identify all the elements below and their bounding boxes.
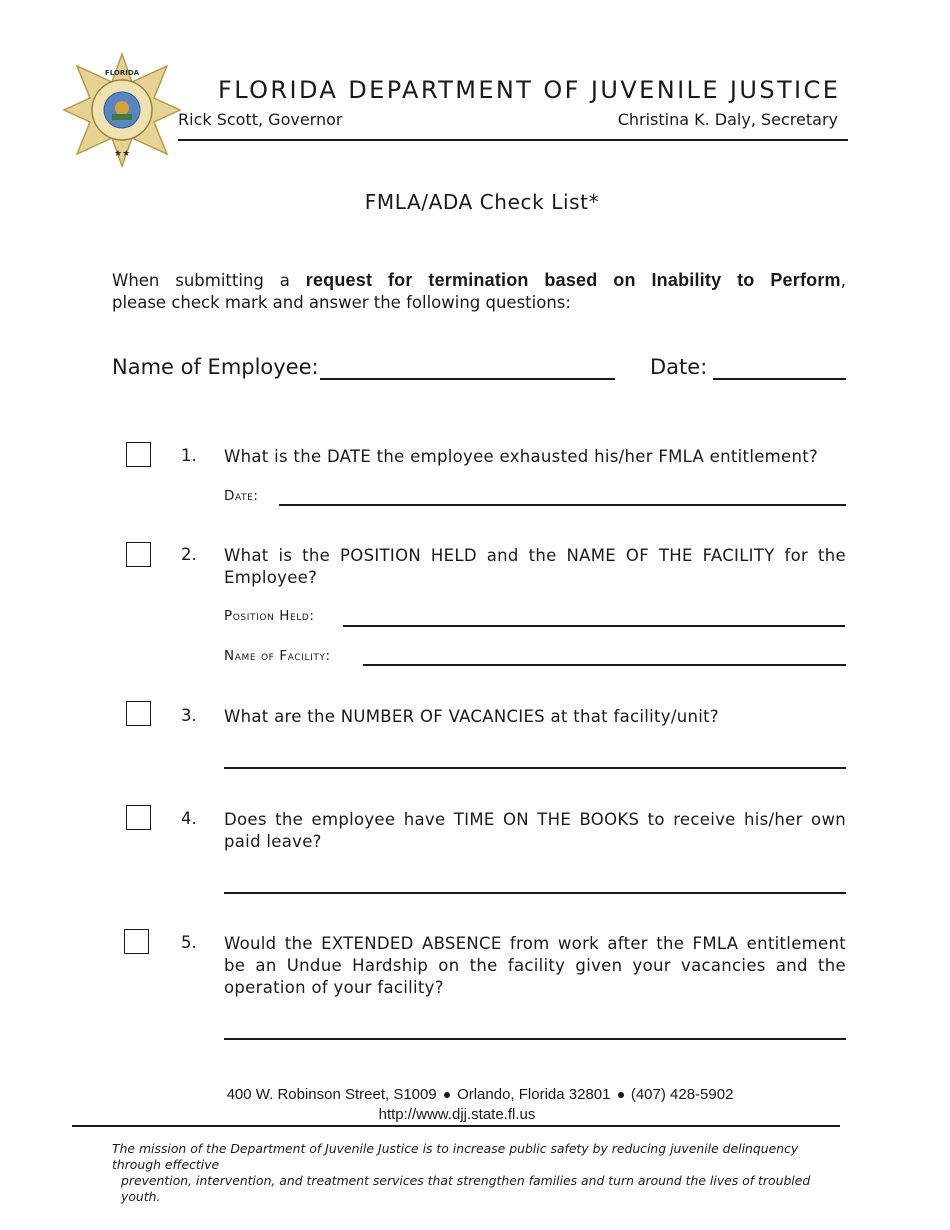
mission-line-1: The mission of the Department of Juvenile Justice is to increase public safety by reducing juvenile delinquency through effective — [112, 1141, 799, 1172]
question-5-number: 5. — [181, 933, 197, 952]
question-3-answer-field[interactable] — [224, 767, 846, 769]
governor-name: Rick Scott, Governor — [178, 110, 343, 129]
question-4-checkbox[interactable] — [126, 805, 151, 830]
question-4-number: 4. — [181, 809, 197, 828]
question-1-number: 1. — [181, 446, 197, 465]
question-5-text: Would the EXTENDED ABSENCE from work after the FMLA entitlement be an Undue Hardship on the facility given your vacancies and the operation of your facility? — [224, 934, 846, 997]
question-4-text: Does the employee have TIME ON THE BOOKS to receive his/her own paid leave? — [224, 810, 846, 851]
intro-post: , — [840, 271, 846, 290]
question-4-answer-field[interactable] — [224, 892, 846, 894]
svg-text:★★: ★★ — [114, 149, 131, 159]
question-5-answer-field[interactable] — [224, 1038, 846, 1040]
question-1-date-field[interactable] — [279, 504, 846, 506]
question-2-position-label: Position Held: — [224, 608, 315, 624]
department-title: FLORIDA DEPARTMENT OF JUVENILE JUSTICE — [218, 76, 841, 104]
question-1-date-label: Date: — [224, 488, 259, 504]
intro-pre: When submitting a — [112, 271, 306, 290]
question-3-text: What are the NUMBER OF VACANCIES at that facility/unit? — [224, 707, 719, 726]
intro-bold: request for termination based on Inability to Perform — [305, 270, 841, 290]
mission-line-2: prevention, intervention, and treatment services that strengthen families and turn around the lives of troubled youth. — [121, 1173, 811, 1204]
question-2-facility-label: Name of Facility: — [224, 648, 331, 664]
employee-name-field[interactable] — [320, 378, 615, 380]
question-1-text: What is the DATE the employee exhausted his/her FMLA entitlement? — [224, 447, 819, 466]
dept-seal-logo — [62, 52, 182, 168]
footer-url[interactable]: http://www.djj.state.fl.us — [378, 1106, 536, 1123]
intro-line2: please check mark and answer the following questions: — [112, 293, 571, 312]
question-2-text: What is the POSITION HELD and the NAME OF THE FACILITY for the Employee? — [224, 546, 846, 587]
question-2-facility-field[interactable] — [363, 664, 846, 666]
intro-paragraph — [112, 269, 846, 314]
document-title: FMLA/ADA Check List* — [364, 190, 600, 214]
footer-street: 400 W. Robinson Street, S1009 — [226, 1086, 437, 1103]
bullet-icon — [618, 1092, 624, 1098]
secretary-name: Christina K. Daly, Secretary — [617, 110, 838, 129]
svg-text:FLORIDA: FLORIDA — [104, 69, 140, 77]
date-label: Date: — [650, 355, 708, 379]
bullet-icon — [444, 1092, 450, 1098]
question-3-number: 3. — [181, 706, 197, 725]
footer-phone: (407) 428-5902 — [630, 1086, 734, 1103]
question-2-position-field[interactable] — [343, 625, 845, 627]
employee-name-label: Name of Employee: — [112, 355, 319, 379]
footer-city: Orlando, Florida 32801 — [457, 1086, 611, 1103]
header-divider — [178, 139, 848, 141]
question-2-checkbox[interactable] — [126, 542, 151, 567]
date-field[interactable] — [713, 378, 846, 380]
question-5-checkbox[interactable] — [124, 929, 149, 954]
question-1-checkbox[interactable] — [126, 442, 151, 467]
mission-statement — [112, 1141, 842, 1205]
question-2-number: 2. — [181, 545, 197, 564]
footer-address — [0, 1086, 950, 1103]
question-3-checkbox[interactable] — [126, 701, 151, 726]
footer-divider — [72, 1125, 840, 1127]
